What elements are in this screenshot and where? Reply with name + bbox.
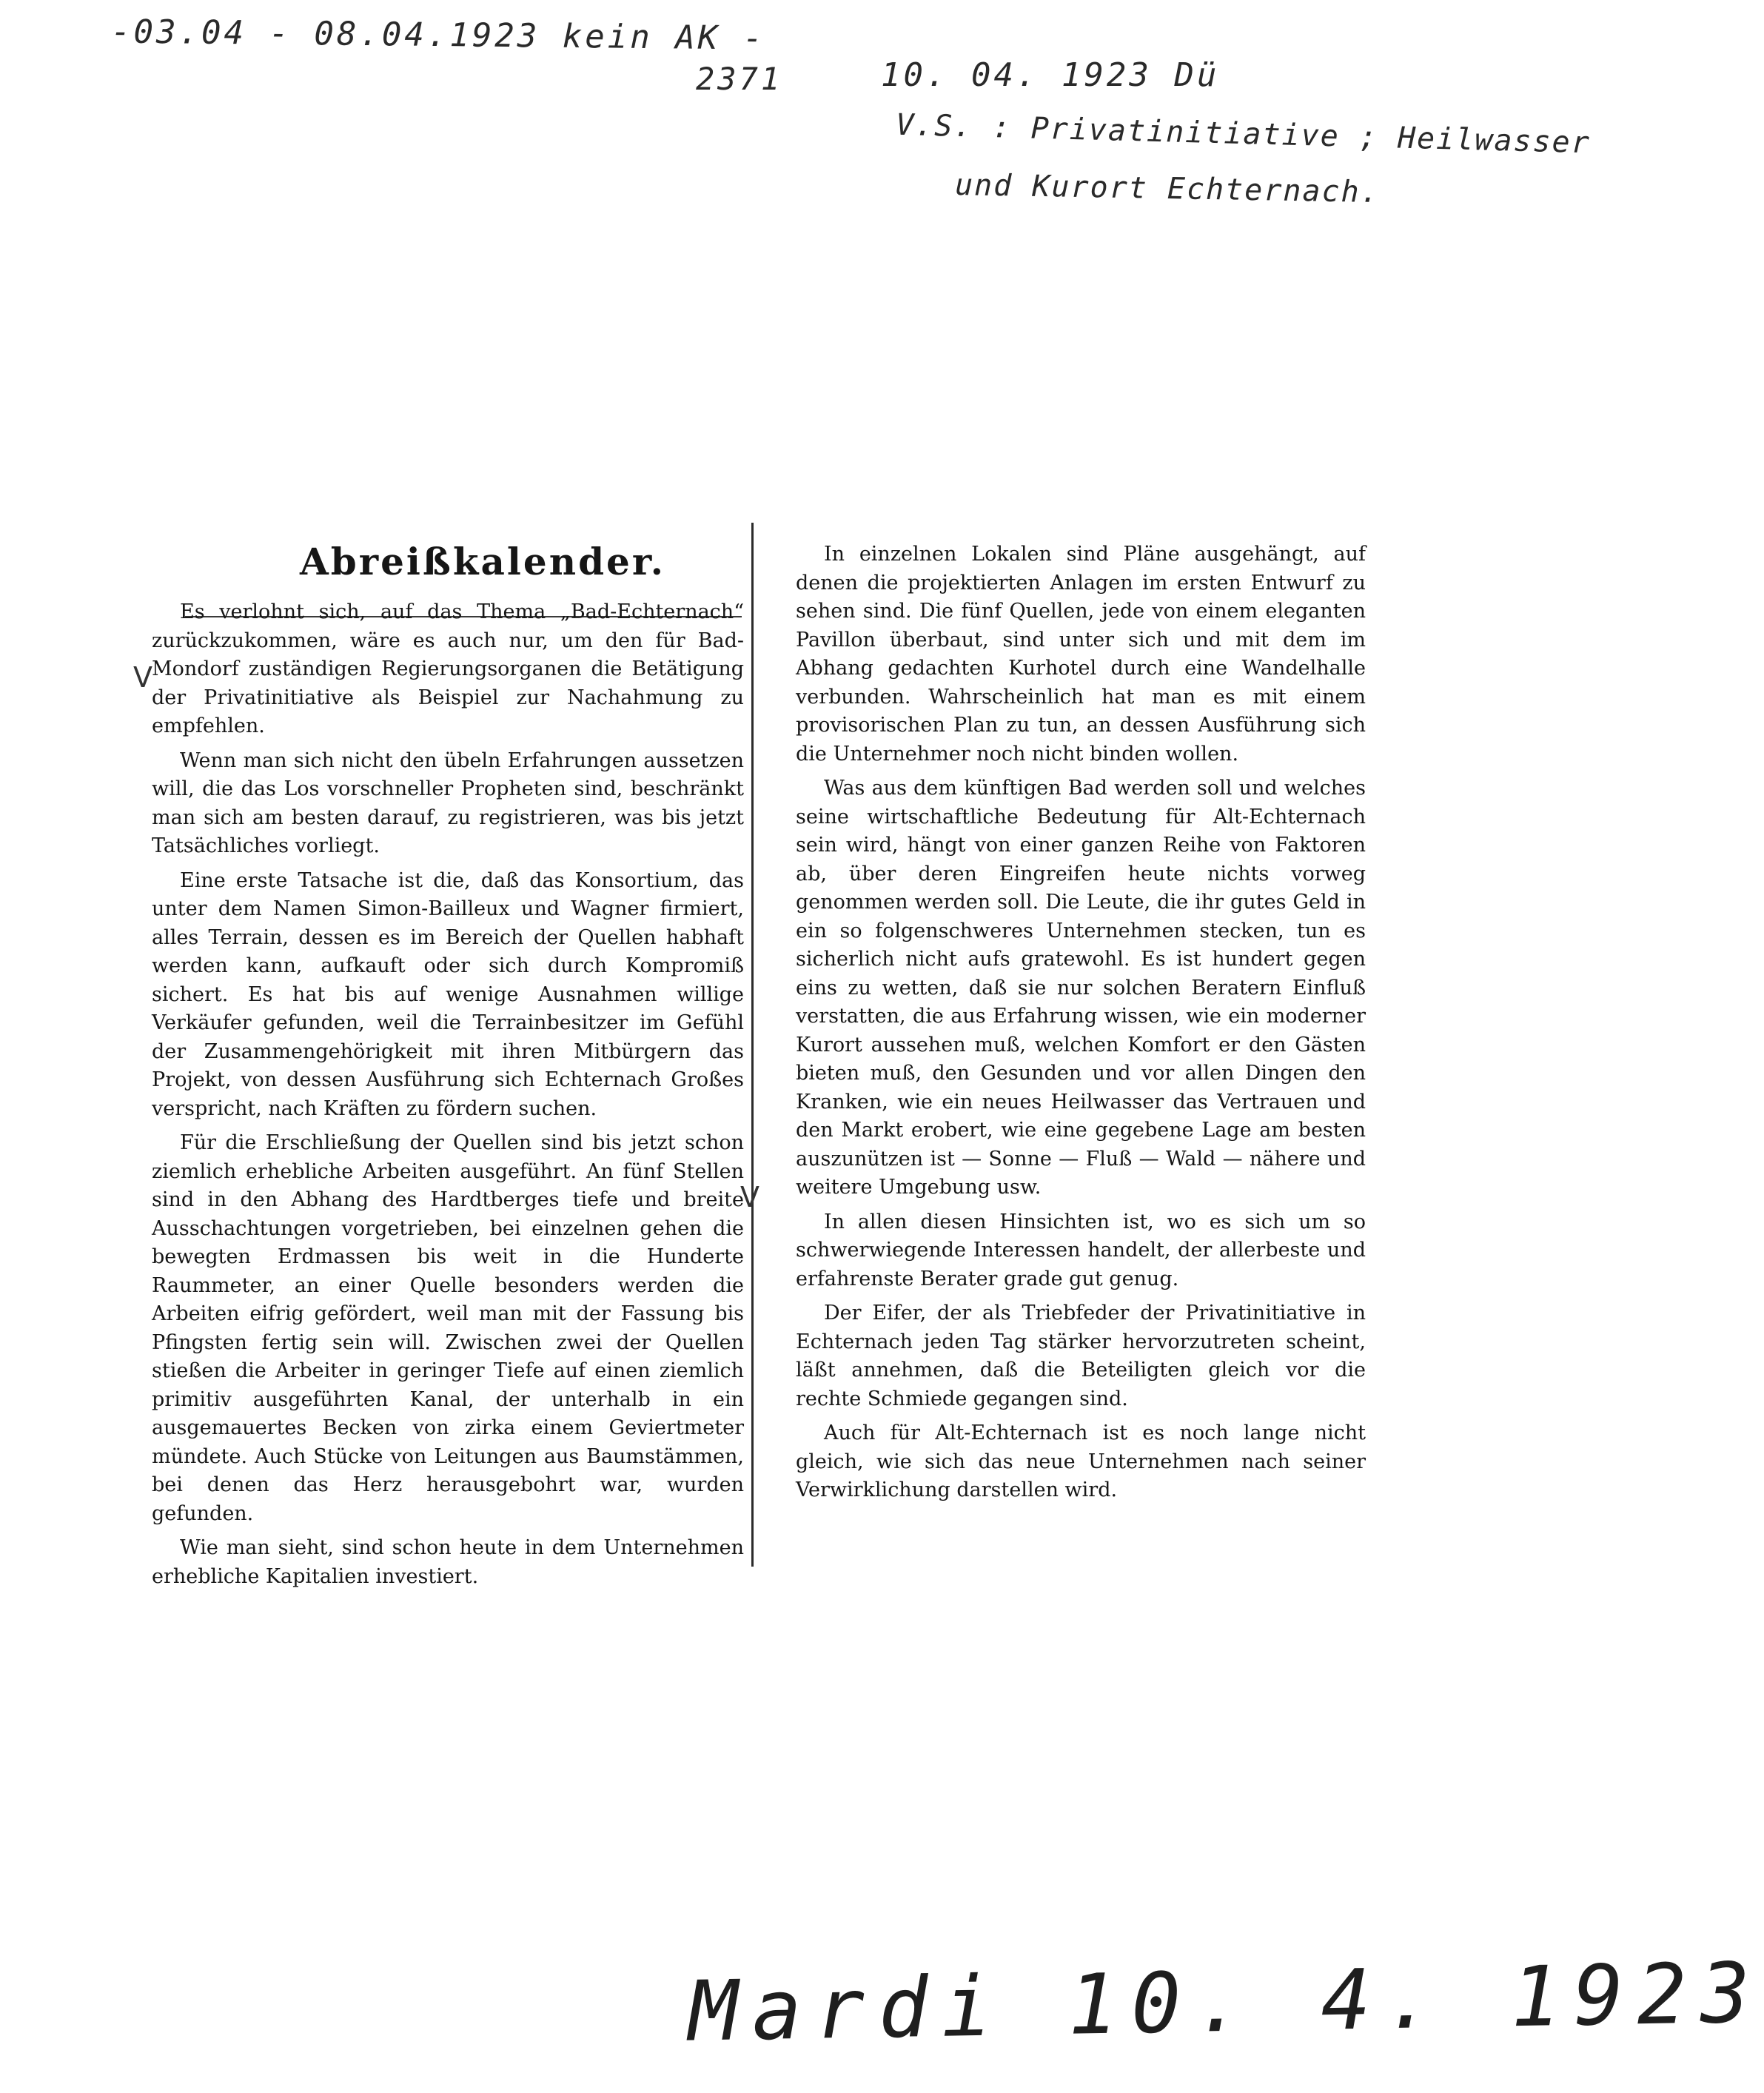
paragraph: Wenn man sich nicht den übeln Erfahrungen aussetzen will, die das Los vorschneller Propheten sind, beschränkt man sich am besten darauf, zu registrieren, was bis jetzt Tatsächliches vorliegt. [152,749,744,857]
article-headline: Abreißkalender. [300,540,666,583]
margin-tick-mark: V [740,1181,759,1213]
handwritten-reference-date: 10. 04. 1923 Dü [881,56,1220,94]
paragraph: Der Eifer, der als Triebfeder der Privatinitiative in Echternach jeden Tag stärker hervorzutreten scheint, läßt annehmen, daß die Beteiligten gleich vor die rechte Schmiede gegangen sind. [796,1302,1366,1410]
handwritten-subject-line-1: V.S. : Privatinitiative ; Heilwasser [895,107,1592,161]
paragraph: Für die Erschließung der Quellen sind bis jetzt schon ziemlich erhebliche Arbeiten ausgeführt. An fünf Stellen sind in den Abhang des Hardtberges tiefe und breite Ausschachtungen vorgetrieben, bei einzelnen gehen die bewegten Erdmassen bis weit in die Hunderte Raummeter, an einer Quelle besonders werden die Arbeiten eifrig gefördert, weil man mit der Fassung bis Pfingsten fertig sein will. Zwischen zwei der Quellen stießen die Arbeiter in geringer Tiefe auf einen ziemlich primitiv ausgeführten Kanal, der unterhalb in ein ausgemauertes Becken von zirka einem Geviertmeter mündete. Auch Stücke von Leitungen aus Baumstämmen, bei denen das Herz herausgebohrt war, wurden gefunden. [152,1131,744,1525]
newspaper-clipping [152,532,1366,1588]
margin-tick-mark: V [133,661,152,694]
paragraph: In einzelnen Lokalen sind Pläne ausgehängt, auf denen die projektierten Anlagen im ersten Entwurf zu sehen sind. Die fünf Quellen, jede von einem eleganten Pavillon überbaut, sind unter sich und mit dem im Abhang gedachten Kurhotel durch eine Wandelhalle verbunden. Wahrscheinlich hat man es mit einem provisorischen Plan zu tun, an dessen Ausführung sich die Unternehmer noch nicht binden wollen. [796,543,1366,766]
paragraph: Wie man sieht, sind schon heute in dem Unternehmen erhebliche Kapitalien investiert. [152,1536,744,1588]
paragraph: Auch für Alt-Echternach ist es noch lange nicht gleich, wie sich das neue Unternehmen nach seiner Verwirklichung darstellen wird. [796,1421,1366,1501]
handwritten-bottom-date: Mardi 10. 4. 1923 [687,1945,1764,2060]
article-left-column [152,532,744,1597]
handwritten-subject-line-2: und Kurort Echternach. [954,167,1381,210]
handwritten-reference-number: 2371 [696,61,783,97]
article-right-column [796,540,1366,1511]
handwritten-date-range-note: -03.04 - 08.04.1923 kein AK - [110,13,766,58]
paragraph: In allen diesen Hinsichten ist, wo es sich um so schwerwiegende Interessen handelt, der allerbeste und erfahrenste Berater grade gut genug. [796,1210,1366,1290]
paragraph: Es verlohnt sich, auf das Thema „Bad-Echternach“ zurückzukommen, wäre es auch nur, um den für Bad-Mondorf zuständigen Regierungsorganen die Betätigung der Privatinitiative als Beispiel zur Nachahmung zu empfehlen. [152,600,744,737]
paragraph: Was aus dem künftigen Bad werden soll und welches seine wirtschaftliche Bedeutung für Alt-Echternach sein wird, hängt von einer ganzen Reihe von Faktoren ab, über deren Eingreifen heute nichts vorweg genommen werden soll. Die Leute, die ihr gutes Geld in ein so folgenschweres Unternehmen stecken, tun es sicherlich nicht aufs gratewohl. Es ist hundert gegen eins zu wetten, daß sie nur solchen Beratern Einfluß verstatten, die aus Erfahrung wissen, wie ein moderner Kurort aussehen muß, welchen Komfort er den Gästen bieten muß, den Gesunden und vor allen Dingen den Kranken, wie ein neues Heilwasser das Vertrauen und den Markt erobert, wie eine gegebene Lage am besten auszunützen ist — Sonne — Fluß — Wald — nähere und weitere Umgebung usw. [796,777,1366,1199]
paragraph: Eine erste Tatsache ist die, daß das Konsortium, das unter dem Namen Simon-Bailleux und Wagner firmiert, alles Terrain, dessen es im Bereich der Quellen habhaft werden kann, aufkauft oder sich durch Kompromiß sichert. Es hat bis auf wenige Ausnahmen willige Verkäufer gefunden, weil die Terrainbesitzer im Gefühl der Zusammengehörigkeit mit ihren Mitbürgern das Projekt, von dessen Ausführung sich Echternach Großes verspricht, nach Kräften zu fördern suchen. [152,868,744,1120]
